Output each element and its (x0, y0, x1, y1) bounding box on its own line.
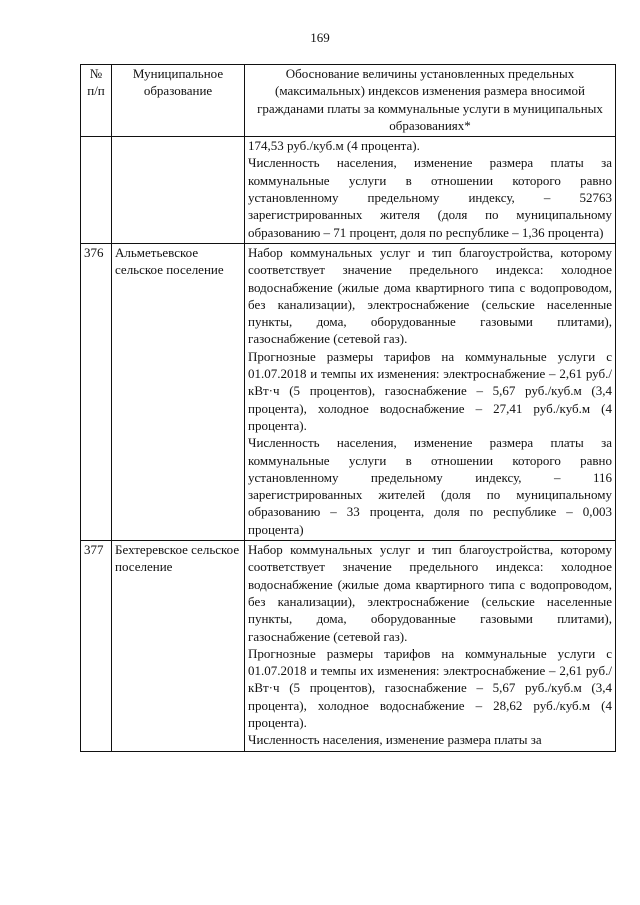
row-justification-cell (245, 243, 616, 540)
row-municipality-cell: Бехтеревское сельское поселение (112, 541, 245, 752)
header-municipality: Муниципальное образование (112, 65, 245, 137)
row-municipality-cell (112, 137, 245, 244)
justification-paragraph: Прогнозные размеры тарифов на коммунальные услуги с 01.07.2018 и темпы их изменения: электроснабжение – 2,61 руб./кВт·ч (5 процентов), газоснабжение – 5,67 руб./куб.м (3,4 процента), холодное водоснабжение – 28,62 руб./куб.м (4 процента). (248, 645, 612, 730)
justification-paragraph: Численность населения, изменение размера платы за (248, 732, 542, 748)
row-justification-cell (245, 137, 616, 244)
row-municipality-cell: Альметьевское сельское поселение (112, 243, 245, 540)
justification-paragraph: Прогнозные размеры тарифов на коммунальные услуги с 01.07.2018 и темпы их изменения: электроснабжение – 2,61 руб./кВт·ч (5 процентов), газоснабжение – 5,67 руб./куб.м (3,4 процента), холодное водоснабжение – 27,41 руб./куб.м (4 процента). (248, 348, 612, 433)
header-number: № п/п (81, 65, 112, 137)
header-justification: Обоснование величины установленных предельных (максимальных) индексов изменения размера вносимой гражданами платы за коммунальные услуги в муниципальных образованиях* (245, 65, 616, 137)
justification-paragraph: Численность населения, изменение размера платы за коммунальные услуги в отношении которого равно установленному предельному индексу, – 116 зарегистрированных жителей (доля по муниципальному образованию – 33 процента, доля по республике – 0,003 процента) (248, 435, 612, 537)
table-header-row (81, 65, 616, 137)
tariff-index-table (80, 64, 616, 752)
row-number-cell: 377 (81, 541, 112, 752)
table-row-376 (81, 243, 616, 540)
justification-paragraph: Набор коммунальных услуг и тип благоустройства, которому соответствует значение предельного индекса: холодное водоснабжение (жилые дома квартирного типа с водопроводом, без канализации), электроснабжение (сельские населенные пункты, дома, оборудованные газовыми плитами), газоснабжение (сетевой газ). (248, 244, 612, 347)
justification-paragraph: Численность населения, изменение размера платы за коммунальные услуги в отношении которого равно установленному предельному индексу, – 52763 зарегистрированных жителя (доля по муниципальному образованию – 71 процент, доля по республике – 1,36 процента) (248, 155, 612, 240)
row-number-cell: 376 (81, 243, 112, 540)
row-justification-cell (245, 541, 616, 752)
row-number-cell (81, 137, 112, 244)
justification-paragraph: Набор коммунальных услуг и тип благоустройства, которому соответствует значение предельного индекса: холодное водоснабжение (жилые дома квартирного типа с водопроводом, без канализации), электроснабжение (сельские населенные пункты, дома, оборудованные газовыми плитами), газоснабжение (сетевой газ). (248, 542, 612, 644)
table-row-377 (81, 541, 616, 752)
page-number: 169 (310, 30, 330, 45)
justification-paragraph: 174,53 руб./куб.м (4 процента). (248, 138, 420, 154)
table-row-continuation (81, 137, 616, 244)
